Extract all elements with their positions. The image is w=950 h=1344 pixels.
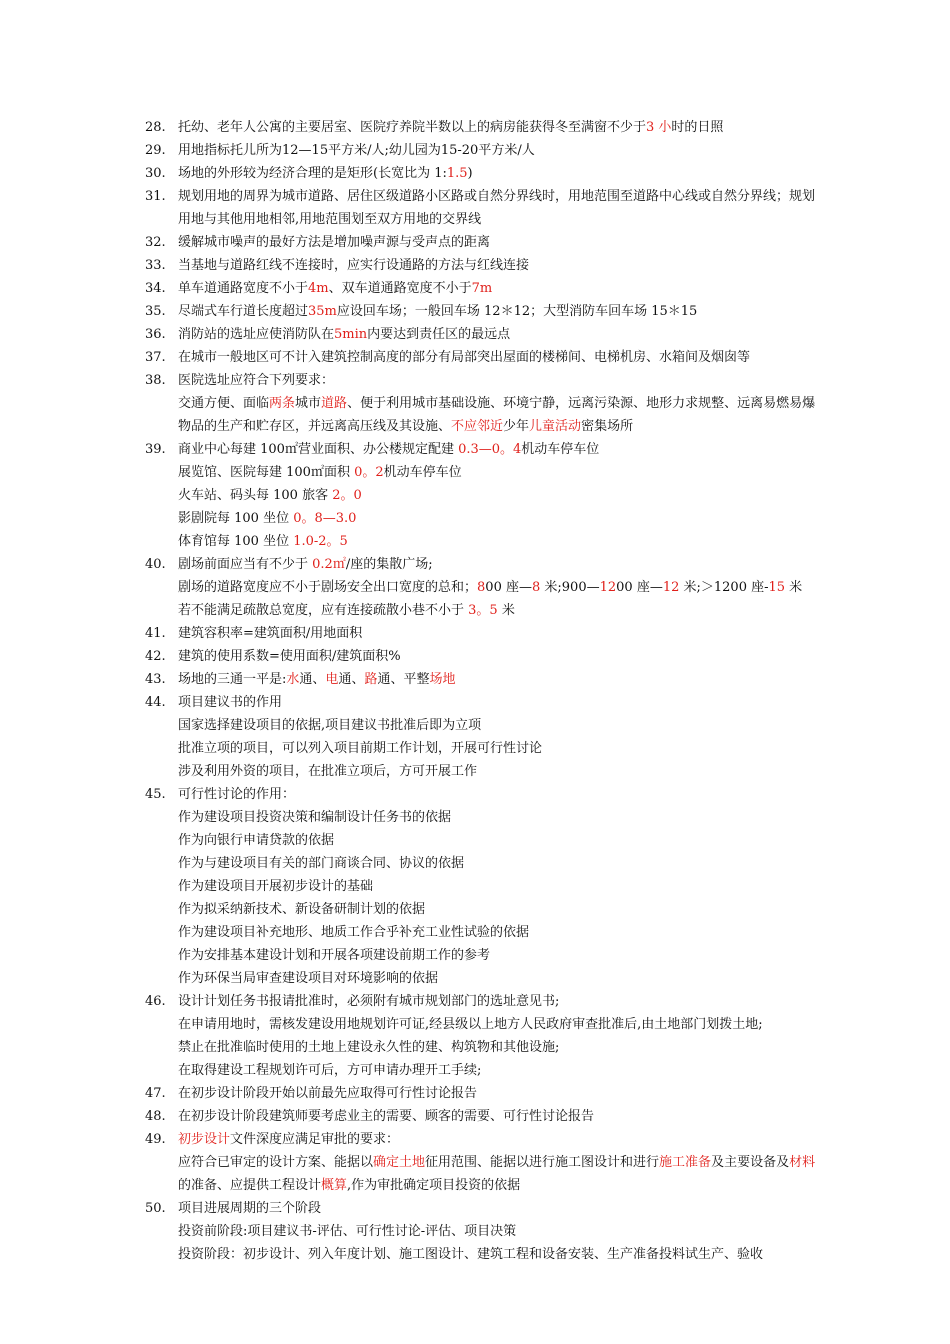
text-segment: 内要达到责任区的最远点	[367, 327, 511, 342]
item-number: 29.	[145, 143, 166, 158]
item-text	[178, 1128, 399, 1151]
text-line	[0, 254, 950, 277]
item-text	[178, 691, 282, 714]
item-text	[178, 760, 477, 783]
text-line	[0, 231, 950, 254]
text-segment: 作为环保当局审查建设项目对环境影响的依据	[178, 971, 439, 986]
text-line	[0, 208, 950, 231]
item-text	[178, 1059, 481, 1082]
text-segment: 时的日照	[671, 120, 724, 135]
item-number: 36.	[145, 327, 166, 342]
item-text	[178, 369, 334, 392]
text-segment: 、便于利用城市基础设施、环境宁静，远离污染源、地形力求规整、远离易燃易爆	[347, 396, 816, 411]
text-segment: 尽端式车行道长度超过	[178, 304, 309, 319]
text-line	[0, 1197, 950, 1220]
item-number: 31.	[145, 189, 166, 204]
text-segment: 应符合已审定的设计方案、能据以	[178, 1155, 374, 1170]
text-segment: 米	[785, 580, 803, 595]
text-line	[0, 530, 950, 553]
item-number: 38.	[145, 373, 166, 388]
item-text	[178, 346, 750, 369]
text-segment: 规划用地的周界为城市道路、居住区级道路小区路或自然分界线时，用地范围至道路中心线或自然分界线；规划	[178, 189, 816, 204]
item-number: 32.	[145, 235, 166, 250]
text-line	[0, 875, 950, 898]
text-line	[0, 1174, 950, 1197]
text-segment: 米;900—	[540, 580, 600, 595]
item-text	[178, 185, 815, 208]
text-line	[0, 1105, 950, 1128]
highlighted-text: 0。8—3.0	[293, 511, 357, 526]
item-text	[178, 1036, 559, 1059]
text-segment: 禁止在批准临时使用的土地上建设永久性的建、构筑物和其他设施;	[178, 1040, 560, 1055]
item-text	[178, 231, 490, 254]
item-text	[178, 714, 481, 737]
item-text	[178, 921, 529, 944]
text-line	[0, 323, 950, 346]
text-line	[0, 576, 950, 599]
item-number: 42.	[145, 649, 166, 664]
highlighted-text: 8	[477, 580, 486, 595]
highlighted-text: 3 小	[646, 120, 672, 135]
text-segment: 医院选址应符合下列要求：	[178, 373, 335, 388]
highlighted-text: 电	[325, 672, 339, 687]
text-line	[0, 438, 950, 461]
item-text	[178, 806, 451, 829]
highlighted-text: 确定土地	[373, 1155, 426, 1170]
text-segment: 文件深度应满足审批的要求：	[230, 1132, 400, 1147]
text-segment: 作为建设项目投资决策和编制设计任务书的依据	[178, 810, 452, 825]
text-line	[0, 921, 950, 944]
item-number: 49.	[145, 1132, 166, 1147]
item-text	[178, 944, 490, 967]
item-text	[178, 162, 473, 185]
text-segment: 作为安排基本建设计划和开展各项建设前期工作的参考	[178, 948, 491, 963]
item-text	[178, 392, 815, 415]
item-number: 30.	[145, 166, 166, 181]
item-text	[178, 783, 295, 806]
text-segment: 投资前阶段:项目建议书-评估、可行性讨论-评估、项目决策	[178, 1224, 517, 1239]
text-line	[0, 1151, 950, 1174]
item-text	[178, 622, 362, 645]
text-segment: 建筑容积率=建筑面积/用地面积	[178, 626, 363, 641]
text-segment: 剧场的道路宽度应不小于剧场安全出口宽度的总和；	[178, 580, 478, 595]
highlighted-text: 路	[364, 672, 378, 687]
text-segment: 在城市一般地区可不计入建筑控制高度的部分有局部突出屋面的楼梯间、电梯机房、水箱间及烟囱等	[178, 350, 751, 365]
text-segment: 通、	[338, 672, 365, 687]
item-text	[178, 139, 535, 162]
item-text	[178, 1151, 815, 1174]
item-number: 41.	[145, 626, 166, 641]
text-line	[0, 392, 950, 415]
item-number: 35.	[145, 304, 166, 319]
text-line	[0, 484, 950, 507]
highlighted-text: 7m	[471, 281, 493, 296]
text-line	[0, 829, 950, 852]
text-segment: 在初步设计阶段开始以前最先应取得可行性讨论报告	[178, 1086, 478, 1101]
highlighted-text: 儿童活动	[529, 419, 582, 434]
text-segment: 米	[497, 603, 515, 618]
item-text	[178, 300, 697, 323]
text-line	[0, 737, 950, 760]
text-segment: 城市	[295, 396, 322, 411]
item-text	[178, 967, 438, 990]
item-number: 45.	[145, 787, 166, 802]
text-line	[0, 668, 950, 691]
text-segment: 通、平整	[377, 672, 430, 687]
item-text	[178, 1243, 763, 1266]
text-segment: 机动车停车位	[383, 465, 462, 480]
text-segment: 商业中心每建 100㎡营业面积、办公楼规定配建	[178, 442, 459, 457]
highlighted-text: 15	[768, 580, 786, 595]
text-line	[0, 185, 950, 208]
item-number: 50.	[145, 1201, 166, 1216]
text-line	[0, 162, 950, 185]
item-number: 40.	[145, 557, 166, 572]
text-segment: 托幼、老年人公寓的主要居室、医院疗养院半数以上的病房能获得冬至满窗不少于	[178, 120, 647, 135]
text-segment: 场地的三通一平是:	[178, 672, 287, 687]
text-line	[0, 967, 950, 990]
text-line	[0, 1082, 950, 1105]
item-number: 39.	[145, 442, 166, 457]
text-segment: 00 座—	[616, 580, 663, 595]
text-segment: 剧场前面应当有不少于	[178, 557, 313, 572]
text-line	[0, 553, 950, 576]
text-segment: 项目进展周期的三个阶段	[178, 1201, 322, 1216]
highlighted-text: 材料	[789, 1155, 816, 1170]
text-line	[0, 1036, 950, 1059]
text-line	[0, 116, 950, 139]
item-text	[178, 852, 464, 875]
item-text	[178, 484, 362, 507]
text-segment: 可行性讨论的作用：	[178, 787, 296, 802]
text-segment: 作为拟采纳新技术、新设备研制计划的依据	[178, 902, 426, 917]
text-segment: 在初步设计阶段建筑师要考虑业主的需要、顾客的需要、可行性讨论报告	[178, 1109, 595, 1124]
text-segment: 、双车道通路宽度不小于	[328, 281, 472, 296]
text-line	[0, 783, 950, 806]
text-line	[0, 898, 950, 921]
item-text	[178, 530, 348, 553]
text-line	[0, 1220, 950, 1243]
text-segment: 密集场所	[581, 419, 634, 434]
text-segment: 作为与建设项目有关的部门商谈合同、协议的依据	[178, 856, 465, 871]
item-text	[178, 829, 334, 852]
text-line	[0, 1059, 950, 1082]
text-segment: 的准备、应提供工程设计	[178, 1178, 322, 1193]
highlighted-text: 1.5	[446, 166, 468, 181]
text-line	[0, 346, 950, 369]
item-text	[178, 1082, 477, 1105]
text-line	[0, 507, 950, 530]
text-line	[0, 852, 950, 875]
text-line	[0, 461, 950, 484]
item-text	[178, 277, 492, 300]
highlighted-text: 35m	[308, 304, 337, 319]
item-number: 44.	[145, 695, 166, 710]
text-segment: 在取得建设工程规划许可后，方可申请办理开工手续;	[178, 1063, 482, 1078]
item-text	[178, 461, 462, 484]
item-text	[178, 645, 401, 668]
item-number: 47.	[145, 1086, 166, 1101]
item-text	[178, 576, 802, 599]
highlighted-text: 场地	[429, 672, 456, 687]
text-segment: 影剧院每 100 坐位	[178, 511, 294, 526]
text-segment: 在申请用地时，需核发建设用地规划许可证,经县级以上地方人民政府审查批准后,由土地部门划拨土地;	[178, 1017, 763, 1032]
text-segment: 火车站、码头每 100 旅客	[178, 488, 333, 503]
text-segment: 作为建设项目补充地形、地质工作合乎补充工业性试验的依据	[178, 925, 530, 940]
item-text	[178, 415, 633, 438]
text-segment: 物品的生产和贮存区，并远离高压线及其设施、	[178, 419, 452, 434]
highlighted-text: 水	[286, 672, 300, 687]
text-segment: 少年	[503, 419, 530, 434]
text-line	[0, 599, 950, 622]
text-segment: 米;＞1200 座-	[679, 580, 769, 595]
text-segment: 交通方便、面临	[178, 396, 270, 411]
item-number: 34.	[145, 281, 166, 296]
text-line	[0, 944, 950, 967]
item-text	[178, 668, 456, 691]
highlighted-text: 不应邻近	[451, 419, 504, 434]
text-segment: 用地与其他用地相邻,用地范围划至双方用地的交界线	[178, 212, 482, 227]
text-segment: 作为建设项目开展初步设计的基础	[178, 879, 374, 894]
text-segment: 消防站的选址应使消防队在	[178, 327, 335, 342]
highlighted-text: 施工准备	[659, 1155, 712, 1170]
text-line	[0, 139, 950, 162]
highlighted-text: 0。2	[354, 465, 384, 480]
text-segment: 展览馆、医院每建 100㎡面积	[178, 465, 355, 480]
text-segment: )	[467, 166, 473, 181]
text-line	[0, 1128, 950, 1151]
item-text	[178, 1174, 520, 1197]
item-number: 48.	[145, 1109, 166, 1124]
item-text	[178, 1013, 763, 1036]
text-segment: 设计计划任务书报请批准时，必须附有城市规划部门的选址意见书;	[178, 994, 560, 1009]
text-line	[0, 714, 950, 737]
item-text	[178, 116, 723, 139]
document-page	[0, 116, 950, 1266]
text-segment: 批准立项的项目，可以列入项目前期工作计划，开展可行性讨论	[178, 741, 543, 756]
text-segment: 当基地与道路红线不连接时，应实行设通路的方法与红线连接	[178, 258, 530, 273]
item-number: 46.	[145, 994, 166, 1009]
item-text	[178, 737, 542, 760]
highlighted-text: 0.2㎡	[312, 557, 346, 572]
text-segment: 机动车停车位	[521, 442, 600, 457]
text-segment: 及主要设备及	[711, 1155, 790, 1170]
text-line	[0, 1013, 950, 1036]
highlighted-text: 概算	[321, 1178, 348, 1193]
item-text	[178, 438, 599, 461]
text-segment: 通、	[299, 672, 326, 687]
highlighted-text: 5min	[334, 327, 368, 342]
text-line	[0, 691, 950, 714]
text-line	[0, 300, 950, 323]
text-segment: 应设回车场；一般回车场 12＊12；大型消防车回车场 15＊15	[336, 304, 698, 319]
text-line	[0, 760, 950, 783]
text-segment: 涉及利用外资的项目，在批准立项后，方可开展工作	[178, 764, 478, 779]
highlighted-text: 初步设计	[178, 1132, 231, 1147]
text-segment: 国家选择建设项目的依据,项目建议书批准后即为立项	[178, 718, 482, 733]
text-segment: 00 座—	[485, 580, 532, 595]
item-number: 33.	[145, 258, 166, 273]
text-segment: 缓解城市噪声的最好方法是增加噪声源与受声点的距离	[178, 235, 491, 250]
text-line	[0, 990, 950, 1013]
highlighted-text: 道路	[321, 396, 348, 411]
text-segment: 场地的外形较为经济合理的是矩形(长宽比为 1:	[178, 166, 447, 181]
highlighted-text: 2。0	[332, 488, 362, 503]
highlighted-text: 4m	[308, 281, 329, 296]
item-text	[178, 208, 481, 231]
text-segment: 投资阶段：初步设计、列入年度计划、施工图设计、建筑工程和设备安装、生产准备投料试生产、验收	[178, 1247, 764, 1262]
text-segment: 作为向银行申请贷款的依据	[178, 833, 335, 848]
text-segment: 体育馆每 100 坐位	[178, 534, 294, 549]
text-line	[0, 277, 950, 300]
highlighted-text: 1.0-2。5	[293, 534, 348, 549]
text-line	[0, 415, 950, 438]
text-line	[0, 1243, 950, 1266]
text-segment: 项目建议书的作用	[178, 695, 283, 710]
text-segment: ,作为审批确定项目投资的依据	[347, 1178, 521, 1193]
highlighted-text: 两条	[269, 396, 296, 411]
item-text	[178, 507, 356, 530]
text-line	[0, 622, 950, 645]
text-line	[0, 645, 950, 668]
text-segment: 征用范围、能据以进行施工图设计和进行	[425, 1155, 660, 1170]
highlighted-text: 0.3—0。4	[458, 442, 522, 457]
item-text	[178, 1220, 516, 1243]
highlighted-text: 12	[599, 580, 617, 595]
item-number: 28.	[145, 120, 166, 135]
highlighted-text: 12	[662, 580, 680, 595]
text-segment: 单车道通路宽度不小于	[178, 281, 309, 296]
item-text	[178, 1105, 594, 1128]
text-segment: /座的集散广场;	[345, 557, 433, 572]
text-segment: 若不能满足疏散总宽度，应有连接疏散小巷不小于	[178, 603, 469, 618]
item-text	[178, 323, 510, 346]
item-text	[178, 875, 373, 898]
text-line	[0, 806, 950, 829]
highlighted-text: 8	[531, 580, 541, 595]
text-line	[0, 369, 950, 392]
item-text	[178, 599, 515, 622]
item-text	[178, 990, 559, 1013]
item-text	[178, 553, 433, 576]
item-text	[178, 898, 425, 921]
highlighted-text: 3。5	[468, 603, 498, 618]
item-number: 37.	[145, 350, 166, 365]
item-text	[178, 254, 529, 277]
item-number: 43.	[145, 672, 166, 687]
text-segment: 用地指标托儿所为12—15平方米/人;幼儿园为15-20平方米/人	[178, 143, 535, 158]
item-text	[178, 1197, 321, 1220]
text-segment: 建筑的使用系数=使用面积/建筑面积%	[178, 649, 401, 664]
